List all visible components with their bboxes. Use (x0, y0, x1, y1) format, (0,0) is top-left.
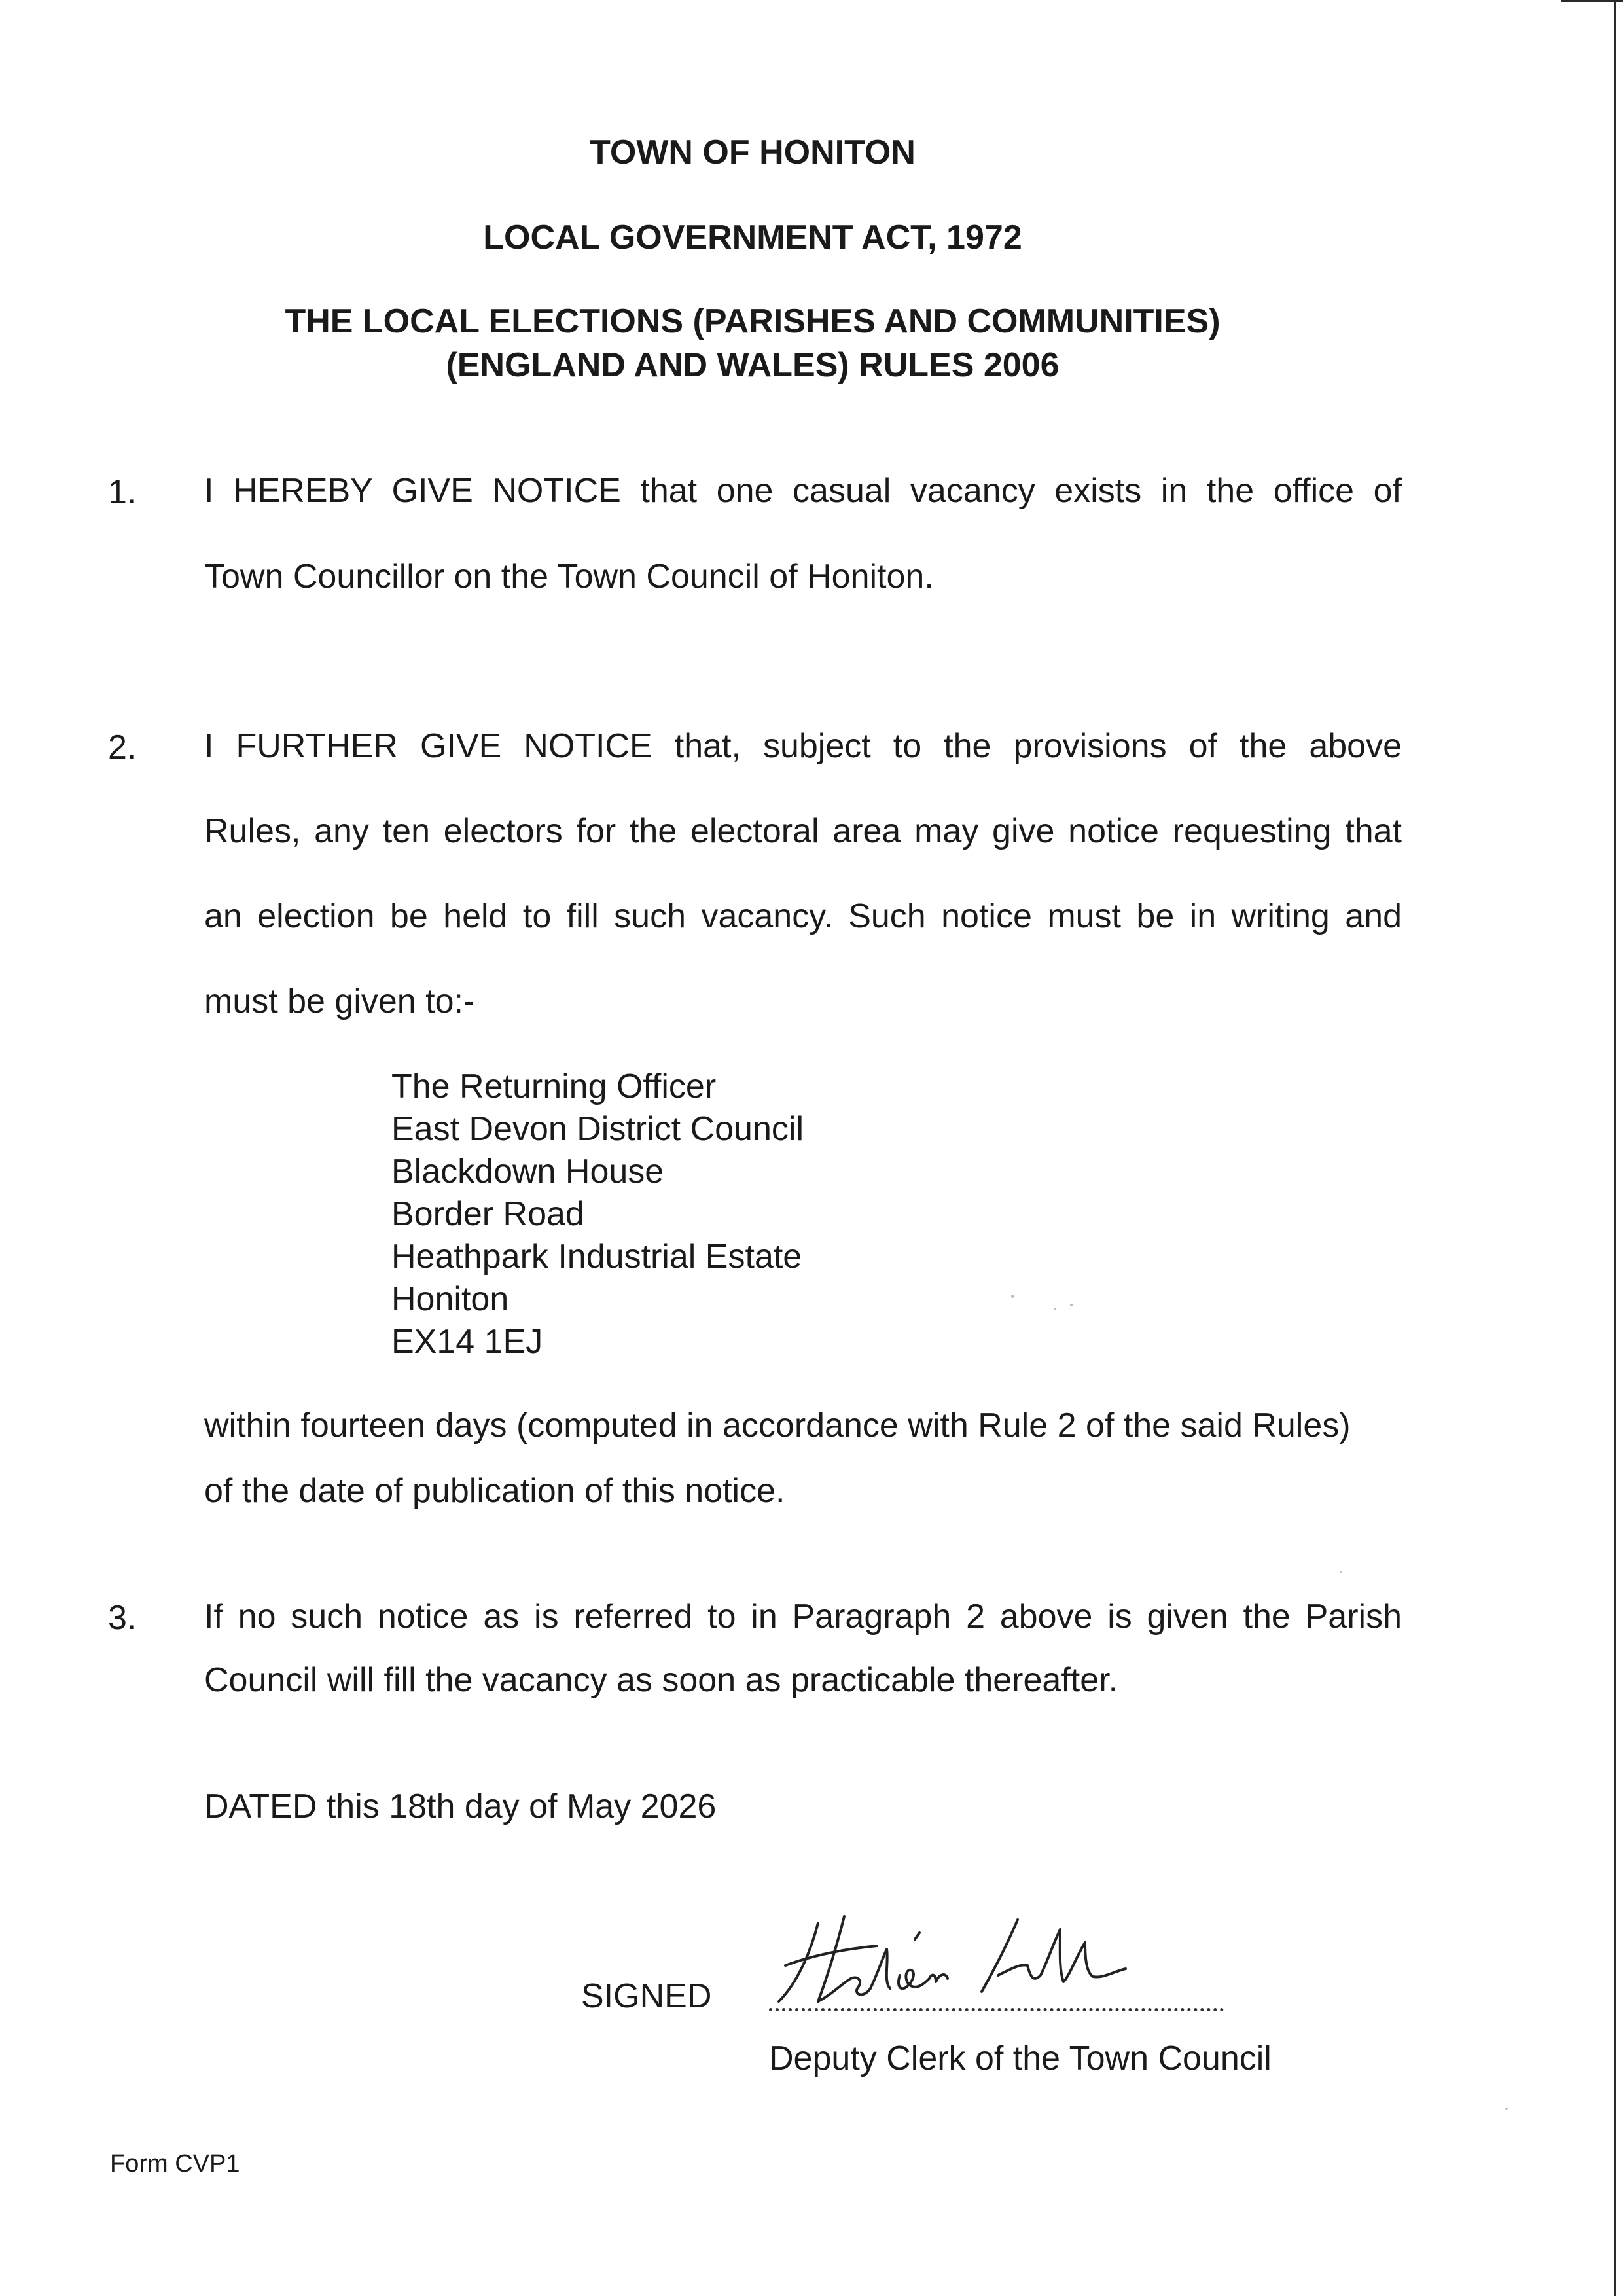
paragraph-3-line: Council will fill the vacancy as soon as practicable thereafter. (204, 1661, 1118, 1699)
paragraph-2-number: 2. (108, 728, 137, 766)
returning-officer-address (391, 1066, 804, 1363)
scan-speck (1070, 1304, 1073, 1306)
paragraph-1-line: Town Councillor on the Town Council of Honiton. (204, 558, 934, 596)
signed-label: SIGNED (581, 1977, 712, 2015)
heading-rules-line2: (ENGLAND AND WALES) RULES 2006 (446, 346, 1060, 384)
scan-speck (1340, 1571, 1342, 1573)
address-line: Border Road (391, 1195, 584, 1233)
form-reference: Form CVP1 (110, 2150, 240, 2178)
paragraph-2-line: an election be held to fill such vacancy. Such notice must be in writing and (204, 897, 1402, 935)
paragraph-2-line: must be given to:- (204, 982, 475, 1020)
address-line: The Returning Officer (391, 1067, 717, 1105)
signatory-title: Deputy Clerk of the Town Council (769, 2039, 1272, 2077)
address-line: EX14 1EJ (391, 1323, 543, 1361)
heading-town: TOWN OF HONITON (590, 134, 916, 171)
paragraph-2-line: I FURTHER GIVE NOTICE that, subject to the provisions of the above (204, 727, 1402, 765)
dated-line: DATED this 18th day of May 2026 (204, 1787, 717, 1825)
scan-edge-right (1614, 0, 1616, 2296)
address-line: Blackdown House (391, 1153, 664, 1191)
signature-line (769, 1995, 1224, 2011)
address-line: Heathpark Industrial Estate (391, 1238, 802, 1276)
svg-text:Helen Aller: Helen Aller (772, 1903, 776, 1904)
scan-speck (1505, 2108, 1508, 2110)
heading-rules-line1: THE LOCAL ELECTIONS (PARISHES AND COMMUNITIES) (285, 302, 1221, 340)
address-line: Honiton (391, 1280, 509, 1318)
paragraph-1-line: I HEREBY GIVE NOTICE that one casual vacancy exists in the office of (204, 472, 1402, 510)
heading-act: LOCAL GOVERNMENT ACT, 1972 (483, 219, 1022, 257)
paragraph-3-line: If no such notice as is referred to in Paragraph 2 above is given the Parish (204, 1598, 1402, 1636)
paragraph-2-line: Rules, any ten electors for the electoral area may give notice requesting that (204, 812, 1402, 850)
paragraph-3-number: 3. (108, 1599, 137, 1637)
paragraph-1-number: 1. (108, 473, 137, 511)
address-line: East Devon District Council (391, 1110, 804, 1148)
paragraph-2-after-line: of the date of publication of this notice. (204, 1472, 785, 1510)
scan-speck (1054, 1308, 1056, 1310)
scan-speck (1011, 1295, 1014, 1298)
paragraph-2-after-line: within fourteen days (computed in accordance with Rule 2 of the said Rules) (204, 1407, 1351, 1444)
